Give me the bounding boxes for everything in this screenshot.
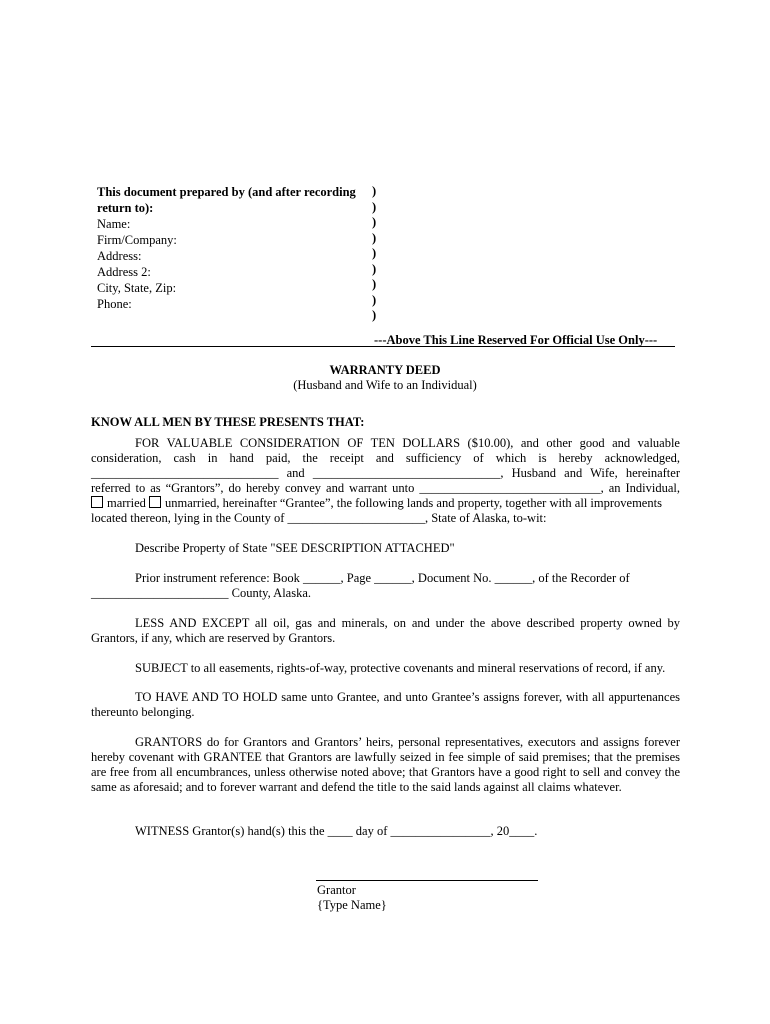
field-address2-label: Address 2: xyxy=(97,265,151,279)
paren: ) xyxy=(372,215,377,229)
paren-column xyxy=(372,184,376,324)
deed-title: WARRANTY DEED xyxy=(329,363,441,377)
unmarried-checkbox[interactable] xyxy=(149,496,161,508)
paren: ) xyxy=(372,230,377,245)
marital-status-line xyxy=(91,496,680,511)
prepared-by-heading: This document prepared by (and after recording xyxy=(97,185,356,199)
signature-role: Grantor xyxy=(317,883,356,897)
have-hold-paragraph: TO HAVE AND TO HOLD same unto Grantee, and unto Grantee’s assigns forever, with all appurtenances thereunto belonging. xyxy=(91,690,680,719)
consideration-line: consideration, cash in hand paid, the receipt and sufficiency of which is hereby acknowledged, xyxy=(91,451,680,465)
consideration-paragraph xyxy=(91,436,680,526)
prior-instrument-paragraph xyxy=(91,571,680,601)
paren: ) xyxy=(372,199,377,214)
consideration-line: located thereon, lying in the County of ______________________, State of Alaska, to-wit: xyxy=(91,511,547,525)
prepared-by-heading-cont: return to): xyxy=(97,201,154,215)
consideration-line: FOR VALUABLE CONSIDERATION OF TEN DOLLARS ($10.00), and other good and valuable xyxy=(135,436,680,450)
field-phone-label: Phone: xyxy=(97,297,132,311)
field-name-label: Name: xyxy=(97,217,131,231)
subject-paragraph: SUBJECT to all easements, rights-of-way, protective covenants and mineral reservations of record, if any. xyxy=(135,661,666,675)
know-all-heading: KNOW ALL MEN BY THESE PRESENTS THAT: xyxy=(91,415,365,429)
field-address-label: Address: xyxy=(97,249,142,263)
less-except-paragraph: LESS AND EXCEPT all oil, gas and minerals, on and under the above described property owned by Grantors, if any, which are reserved by Grantors. xyxy=(91,616,680,645)
reserved-note: ---Above This Line Reserved For Official Use Only--- xyxy=(374,333,658,347)
paren: ) xyxy=(372,292,377,307)
field-city-state-zip-label: City, State, Zip: xyxy=(97,281,177,295)
paren: ) xyxy=(372,261,377,276)
paren: ) xyxy=(372,308,377,322)
paren: ) xyxy=(372,184,377,198)
consideration-line: referred to as “Grantors”, do hereby convey and warrant unto _____________________________, an Individual, xyxy=(91,481,680,495)
consideration-line: ______________________________ and ______________________________, Husband and Wife, hereinafter xyxy=(91,466,680,480)
property-description: Describe Property of State "SEE DESCRIPTION ATTACHED" xyxy=(135,541,455,555)
deed-subtitle: (Husband and Wife to an Individual) xyxy=(293,378,477,392)
prior-instrument-line: ______________________ County, Alaska. xyxy=(91,586,312,600)
paren: ) xyxy=(372,277,377,291)
signature-line xyxy=(316,880,538,881)
covenant-paragraph: GRANTORS do for Grantors and Grantors’ heirs, personal representatives, executors and assigns forever hereby covenant with GRANTEE that Grantors are lawfully seized in fee simple of said premises; that the premises are free from all encumbrances, unless otherwise noted above; that Grantors have a good right to sell and convey the same as aforesaid; and to forever warrant and defend the title to the said lands against all claims whatever. xyxy=(91,735,680,794)
preparer-block xyxy=(97,184,367,312)
field-firm-label: Firm/Company: xyxy=(97,233,177,247)
unmarried-text: unmarried, hereinafter “Grantee”, the following lands and property, together with all improvements xyxy=(165,496,662,510)
prior-instrument-line: Prior instrument reference: Book ______, Page ______, Document No. ______, of the Recorder of xyxy=(135,571,630,585)
reserved-divider xyxy=(91,346,675,347)
signature-type-name: {Type Name} xyxy=(317,898,387,912)
witness-paragraph: WITNESS Grantor(s) hand(s) this the ____ day of ________________, 20____. xyxy=(135,824,538,838)
paren: ) xyxy=(372,246,377,260)
married-label: married xyxy=(107,496,146,510)
married-checkbox[interactable] xyxy=(91,496,103,508)
